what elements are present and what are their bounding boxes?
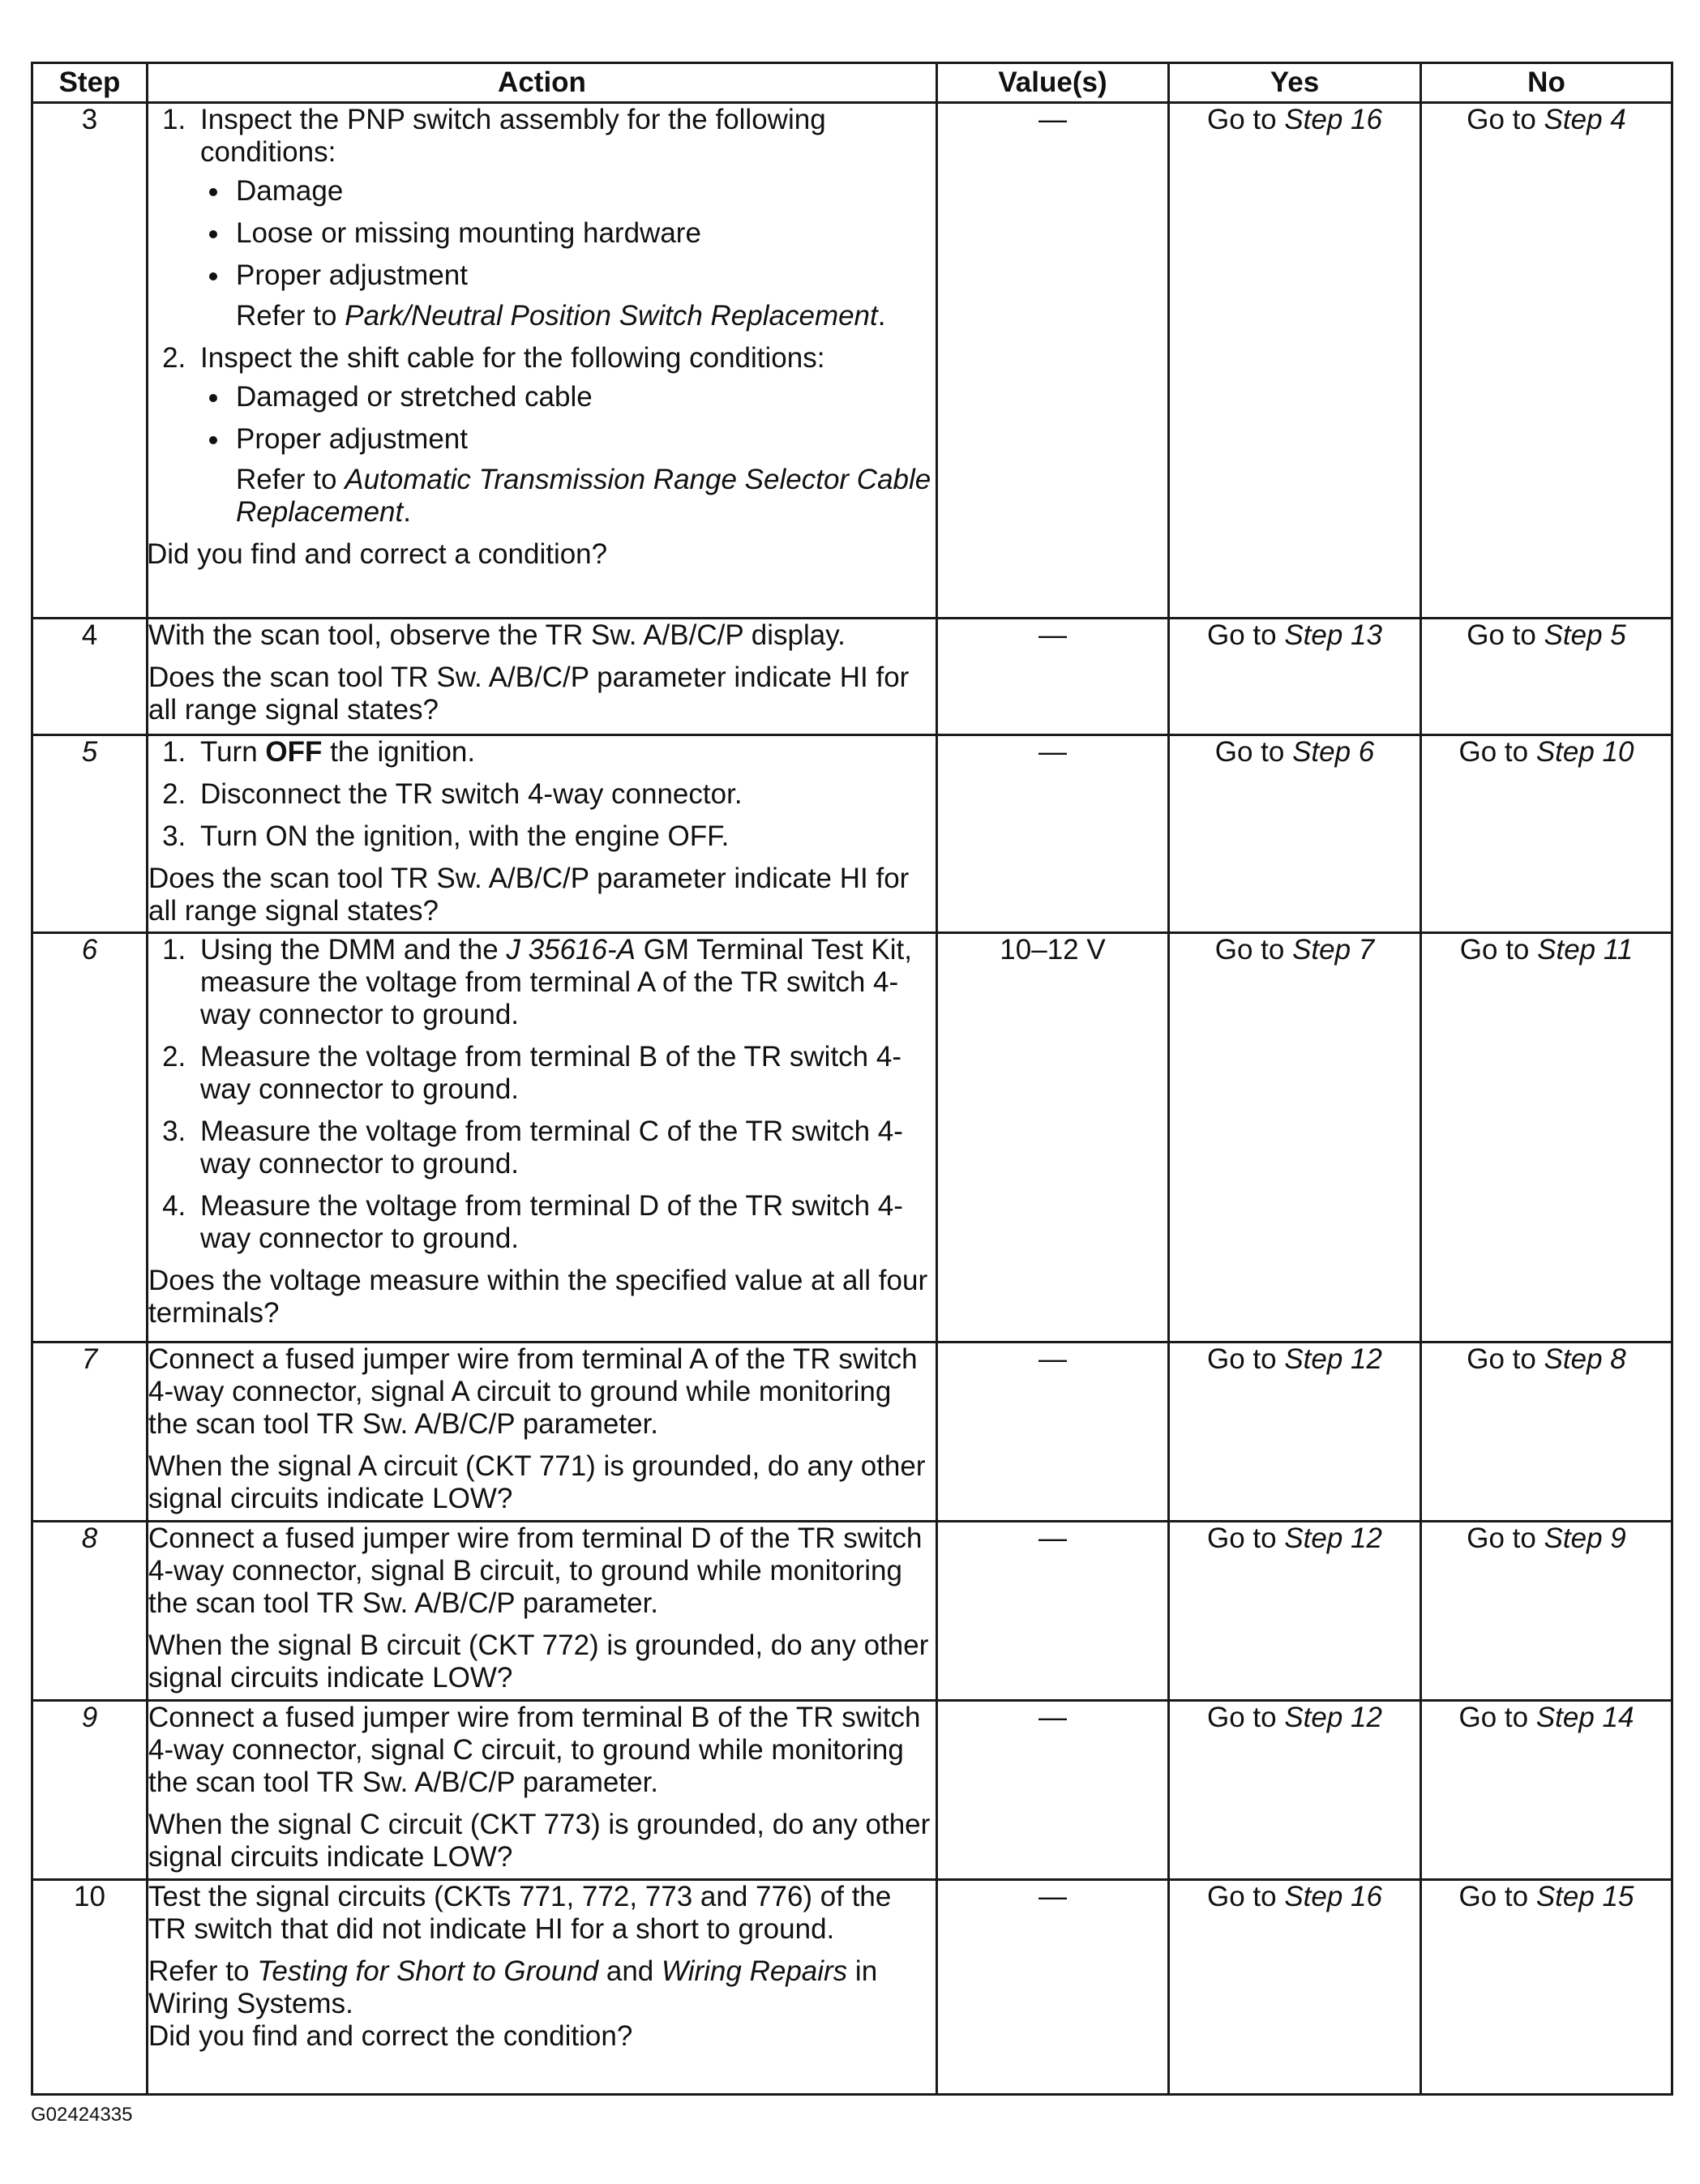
header-no: No xyxy=(1421,63,1672,103)
condition-list xyxy=(200,381,936,456)
condition-list xyxy=(200,175,936,292)
value-cell: — xyxy=(937,103,1169,619)
goto-prefix: Go to xyxy=(1467,104,1544,135)
table-row xyxy=(32,735,1672,933)
refer-text: and xyxy=(598,1955,662,1987)
table-row xyxy=(32,619,1672,735)
figure-id: G02424335 xyxy=(31,2104,133,2126)
refer-prefix: Refer to xyxy=(236,300,345,332)
action-cell xyxy=(148,619,937,735)
no-cell xyxy=(1421,1880,1672,2095)
header-step: Step xyxy=(32,63,148,103)
action-text: Inspect the shift cable for the following conditions: xyxy=(200,342,825,374)
question-text: When the signal B circuit (CKT 772) is grounded, do any other signal circuits indicate LOW? xyxy=(148,1629,929,1694)
question-text: Does the voltage measure within the specified value at all four terminals? xyxy=(148,1265,928,1329)
yes-cell xyxy=(1169,1522,1421,1701)
table-row xyxy=(32,933,1672,1343)
table-row xyxy=(32,1880,1672,2095)
goto-step-link[interactable]: Step 13 xyxy=(1284,619,1382,651)
action-text: Turn xyxy=(200,736,266,768)
goto-step-link[interactable]: Step 11 xyxy=(1537,934,1634,966)
step-number: 3 xyxy=(32,103,148,619)
question-text: Does the scan tool TR Sw. A/B/C/P parameter indicate HI for all range signal states? xyxy=(148,863,910,927)
reference-link[interactable]: Park/Neutral Position Switch Replacement xyxy=(345,300,878,332)
yes-cell xyxy=(1169,1880,1421,2095)
goto-prefix: Go to xyxy=(1207,1702,1285,1733)
action-step xyxy=(194,342,936,529)
action-cell xyxy=(148,1343,937,1522)
action-text: Using the DMM and the xyxy=(200,934,507,966)
condition-item: • Proper adjustment xyxy=(231,423,936,456)
step-number: 9 xyxy=(32,1701,148,1880)
instruction-text: Connect a fused jumper wire from terminal A of the TR switch 4-way connector, signal A circuit to ground while monitoring the scan tool TR Sw. A/B/C/P parameter. xyxy=(148,1343,918,1440)
value-cell: — xyxy=(937,1880,1169,2095)
refer-prefix: Refer to xyxy=(148,1955,258,1987)
action-cell xyxy=(148,1880,937,2095)
table-row xyxy=(32,1701,1672,1880)
goto-step-link[interactable]: Step 5 xyxy=(1544,619,1626,651)
question-text: When the signal C circuit (CKT 773) is grounded, do any other signal circuits indicate LOW? xyxy=(148,1809,931,1873)
yes-cell xyxy=(1169,933,1421,1343)
goto-prefix: Go to xyxy=(1207,1343,1285,1375)
action-step xyxy=(194,934,936,1031)
action-cell xyxy=(148,1522,937,1701)
goto-prefix: Go to xyxy=(1207,104,1285,135)
no-cell xyxy=(1421,619,1672,735)
step-number: 4 xyxy=(32,619,148,735)
step-number: 6 xyxy=(32,933,148,1343)
action-text: the ignition. xyxy=(322,736,476,768)
question-text: Did you find and correct the condition? xyxy=(148,2020,633,2052)
instruction-text: Test the signal circuits (CKTs 771, 772, 773 and 776) of the TR switch that did not indicate HI for a short to ground. xyxy=(148,1881,892,1945)
goto-prefix: Go to xyxy=(1214,736,1293,768)
value-cell: — xyxy=(937,1343,1169,1522)
instruction-text: With the scan tool, observe the TR Sw. A/B/C/P display. xyxy=(148,619,846,651)
reference xyxy=(231,464,936,529)
action-emphasis: OFF xyxy=(265,736,323,768)
action-cell xyxy=(148,1701,937,1880)
reference xyxy=(148,1955,936,2020)
action-step: 2. Measure the voltage from terminal B of the TR switch 4-way connector to ground. xyxy=(194,1041,936,1106)
reference xyxy=(231,300,936,332)
action-step: 4. Measure the voltage from terminal D of the TR switch 4-way connector to ground. xyxy=(194,1190,936,1255)
value-cell: 10–12 V xyxy=(937,933,1169,1343)
goto-step-link[interactable]: Step 9 xyxy=(1544,1522,1626,1554)
action-step xyxy=(194,104,936,332)
reference-link[interactable]: Automatic Transmission Range Selector Cable Replacement xyxy=(236,464,931,528)
goto-step-link[interactable]: Step 12 xyxy=(1284,1702,1382,1733)
yes-cell xyxy=(1169,103,1421,619)
goto-prefix: Go to xyxy=(1459,934,1538,966)
no-cell xyxy=(1421,1701,1672,1880)
action-step: 2. Disconnect the TR switch 4-way connector. xyxy=(194,778,936,811)
yes-cell xyxy=(1169,1701,1421,1880)
goto-prefix: Go to xyxy=(1458,1881,1536,1912)
value-cell: — xyxy=(937,1701,1169,1880)
goto-prefix: Go to xyxy=(1467,1522,1544,1554)
goto-prefix: Go to xyxy=(1458,736,1536,768)
header-yes: Yes xyxy=(1169,63,1421,103)
goto-prefix: Go to xyxy=(1458,1702,1536,1733)
no-cell xyxy=(1421,1522,1672,1701)
goto-step-link[interactable]: Step 8 xyxy=(1544,1343,1626,1375)
goto-step-link[interactable]: Step 12 xyxy=(1284,1522,1382,1554)
goto-prefix: Go to xyxy=(1467,1343,1544,1375)
action-steps xyxy=(148,736,936,853)
step-number: 5 xyxy=(32,735,148,933)
goto-step-link[interactable]: Step 4 xyxy=(1544,104,1626,135)
table-row xyxy=(32,1522,1672,1701)
header-values: Value(s) xyxy=(937,63,1169,103)
action-text: GM Terminal Test Kit, measure the voltage from terminal A of the TR switch 4-way connector to ground. xyxy=(200,934,912,1030)
action-cell xyxy=(148,103,937,619)
goto-prefix: Go to xyxy=(1467,619,1544,651)
action-cell xyxy=(148,735,937,933)
condition-item: • Damage xyxy=(231,175,936,208)
value-cell: — xyxy=(937,619,1169,735)
instruction-text: Connect a fused jumper wire from terminal B of the TR switch 4-way connector, signal C circuit, to ground while monitoring the scan tool TR Sw. A/B/C/P parameter. xyxy=(148,1702,921,1798)
condition-item: • Proper adjustment xyxy=(231,259,936,292)
goto-prefix: Go to xyxy=(1207,1881,1285,1912)
goto-prefix: Go to xyxy=(1207,1522,1285,1554)
no-cell xyxy=(1421,933,1672,1343)
condition-item: • Loose or missing mounting hardware xyxy=(231,217,936,250)
table-row xyxy=(32,103,1672,619)
goto-step-link[interactable]: Step 14 xyxy=(1535,1702,1634,1733)
refer-prefix: Refer to xyxy=(236,464,345,495)
reference-link[interactable]: Wiring Repairs xyxy=(661,1955,848,1987)
goto-step-link[interactable]: Step 16 xyxy=(1284,1881,1382,1912)
question-text: When the signal A circuit (CKT 771) is grounded, do any other signal circuits indicate LOW? xyxy=(148,1450,926,1514)
value-cell: — xyxy=(937,1522,1169,1701)
action-step: 3. Turn ON the ignition, with the engine OFF. xyxy=(194,820,936,853)
no-cell xyxy=(1421,1343,1672,1522)
action-cell xyxy=(148,933,937,1343)
step-number: 10 xyxy=(32,1880,148,2095)
goto-step-link[interactable]: Step 12 xyxy=(1284,1343,1382,1375)
goto-step-link[interactable]: Step 15 xyxy=(1535,1881,1634,1912)
yes-cell xyxy=(1169,1343,1421,1522)
goto-prefix: Go to xyxy=(1214,934,1293,966)
no-cell xyxy=(1421,103,1672,619)
instruction-text: Connect a fused jumper wire from terminal D of the TR switch 4-way connector, signal B circuit, to ground while monitoring the scan tool TR Sw. A/B/C/P parameter. xyxy=(148,1522,923,1619)
goto-step-link[interactable]: Step 16 xyxy=(1284,104,1382,135)
action-step xyxy=(194,736,936,769)
refer-suffix: . xyxy=(877,300,886,332)
goto-step-link[interactable]: Step 10 xyxy=(1535,736,1634,768)
header-row xyxy=(32,63,1672,103)
action-text: Inspect the PNP switch assembly for the following conditions: xyxy=(200,104,826,168)
step-number: 7 xyxy=(32,1343,148,1522)
question-text: Does the scan tool TR Sw. A/B/C/P parameter indicate HI for all range signal states? xyxy=(148,662,910,726)
goto-step-link[interactable]: Step 6 xyxy=(1292,736,1375,768)
value-cell: — xyxy=(937,735,1169,933)
condition-item: • Damaged or stretched cable xyxy=(231,381,936,413)
refer-suffix: . xyxy=(403,496,411,528)
action-steps xyxy=(148,104,936,529)
no-cell xyxy=(1421,735,1672,933)
header-action: Action xyxy=(148,63,937,103)
goto-step-link[interactable]: Step 7 xyxy=(1292,934,1375,966)
action-step: 3. Measure the voltage from terminal C of the TR switch 4-way connector to ground. xyxy=(194,1116,936,1180)
refer-suffix: in Wiring Systems. xyxy=(148,1955,878,2019)
step-number: 8 xyxy=(32,1522,148,1701)
reference-link[interactable]: Testing for Short to Ground xyxy=(257,1955,599,1987)
yes-cell xyxy=(1169,619,1421,735)
table-row xyxy=(32,1343,1672,1522)
tool-reference: J 35616-A xyxy=(506,934,636,966)
yes-cell xyxy=(1169,735,1421,933)
question-text: Did you find and correct a condition? xyxy=(147,538,608,570)
goto-prefix: Go to xyxy=(1207,619,1285,651)
diagnostic-table xyxy=(31,62,1673,2096)
action-steps xyxy=(148,934,936,1255)
